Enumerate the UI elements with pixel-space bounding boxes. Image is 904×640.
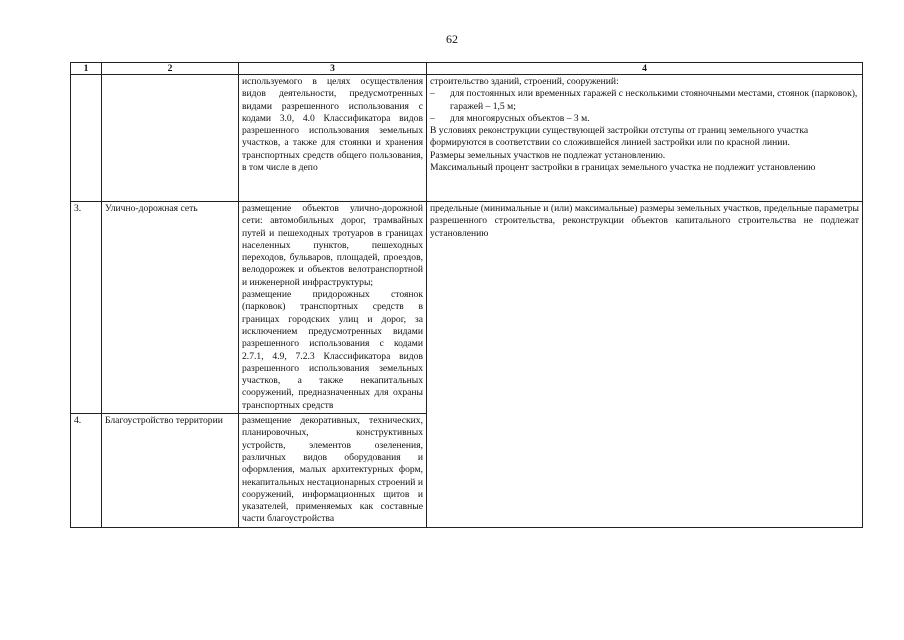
table-row bbox=[71, 75, 863, 202]
zoning-table bbox=[70, 62, 863, 528]
dash-marker: – bbox=[430, 88, 435, 100]
header-col-2: 2 bbox=[102, 63, 239, 75]
parameters-intro: строительство зданий, строений, сооружений: bbox=[430, 76, 619, 87]
dash-marker: – bbox=[430, 112, 435, 124]
row-number-cell: 3. bbox=[71, 202, 102, 414]
table-row bbox=[71, 202, 863, 414]
table-header-row bbox=[71, 63, 863, 75]
permitted-use-description bbox=[239, 202, 427, 414]
row-name-cell: Благоустройство территории bbox=[102, 414, 239, 528]
list-item-text: для постоянных или временных гаражей с несколькими стояночными местами, стоянок (парковок), гаражей – 1,5 м; bbox=[450, 88, 858, 112]
description-paragraph: размещение придорожных стоянок (парковок) транспортных средств в границах городских улиц и дорог, за исключением предусмотренных видами разрешенного использования с кодами 2.7.1, 4.9, 7.2.3 Классификатора видов разрешенного использования земельных участков, а также некапитальных сооружений, предназначенных для охраны транспортных средств bbox=[242, 289, 423, 411]
list-item bbox=[430, 88, 859, 113]
page-number: 62 bbox=[446, 32, 458, 46]
header-col-3: 3 bbox=[239, 63, 427, 75]
parameters-cell: предельные (минимальные и (или) максимальные) размеры земельных участков, предельные параметры разрешенного строительства, реконструкции объектов капитального строительства не подлежат установлению bbox=[427, 202, 863, 528]
parameters-cell bbox=[427, 75, 863, 202]
row-number-cell: 4. bbox=[71, 414, 102, 528]
list-item bbox=[430, 113, 859, 125]
parameters-paragraph: Максимальный процент застройки в границах земельного участка не подлежит установлению bbox=[430, 162, 816, 174]
description-paragraph: размещение объектов улично-дорожной сети: автомобильных дорог, трамвайных путей и пешеходных тротуаров в границах населенных пунктов, пешеходных переходов, бульваров, площадей, проездов, велодорожек и объектов велотранспортной и инженерной инфраструктуры; bbox=[242, 203, 423, 288]
row-number-cell bbox=[71, 75, 102, 202]
row-name-cell: Улично-дорожная сеть bbox=[102, 202, 239, 414]
permitted-use-description: размещение декоративных, технических, планировочных, конструктивных устройств, элементов озеленения, различных видов оборудования и оформления, малых архитектурных форм, некапитальных нестационарных строений и сооружений, информационных щитов и указателей, применяемых как составные части благоустройства bbox=[239, 414, 427, 528]
header-col-4: 4 bbox=[427, 63, 863, 75]
permitted-use-description: используемого в целях осуществления видов деятельности, предусмотренных видами разрешенного использования с кодами 3.0, 4.0 Классификатора видов разрешенного использования земельных участков, а также для стоянки и хранения транспортных средств общего пользования, в том числе в депо bbox=[239, 75, 427, 202]
header-col-1: 1 bbox=[71, 63, 102, 75]
row-name-cell bbox=[102, 75, 239, 202]
list-item-text: для многоярусных объектов – 3 м. bbox=[450, 112, 590, 124]
parameters-paragraph: Размеры земельных участков не подлежат установлению. bbox=[430, 149, 666, 161]
parameters-paragraph: В условиях реконструкции существующей застройки отступы от границ земельного участка формируются в соответствии со сложившейся линией застройки или по красной линии. bbox=[430, 125, 809, 149]
